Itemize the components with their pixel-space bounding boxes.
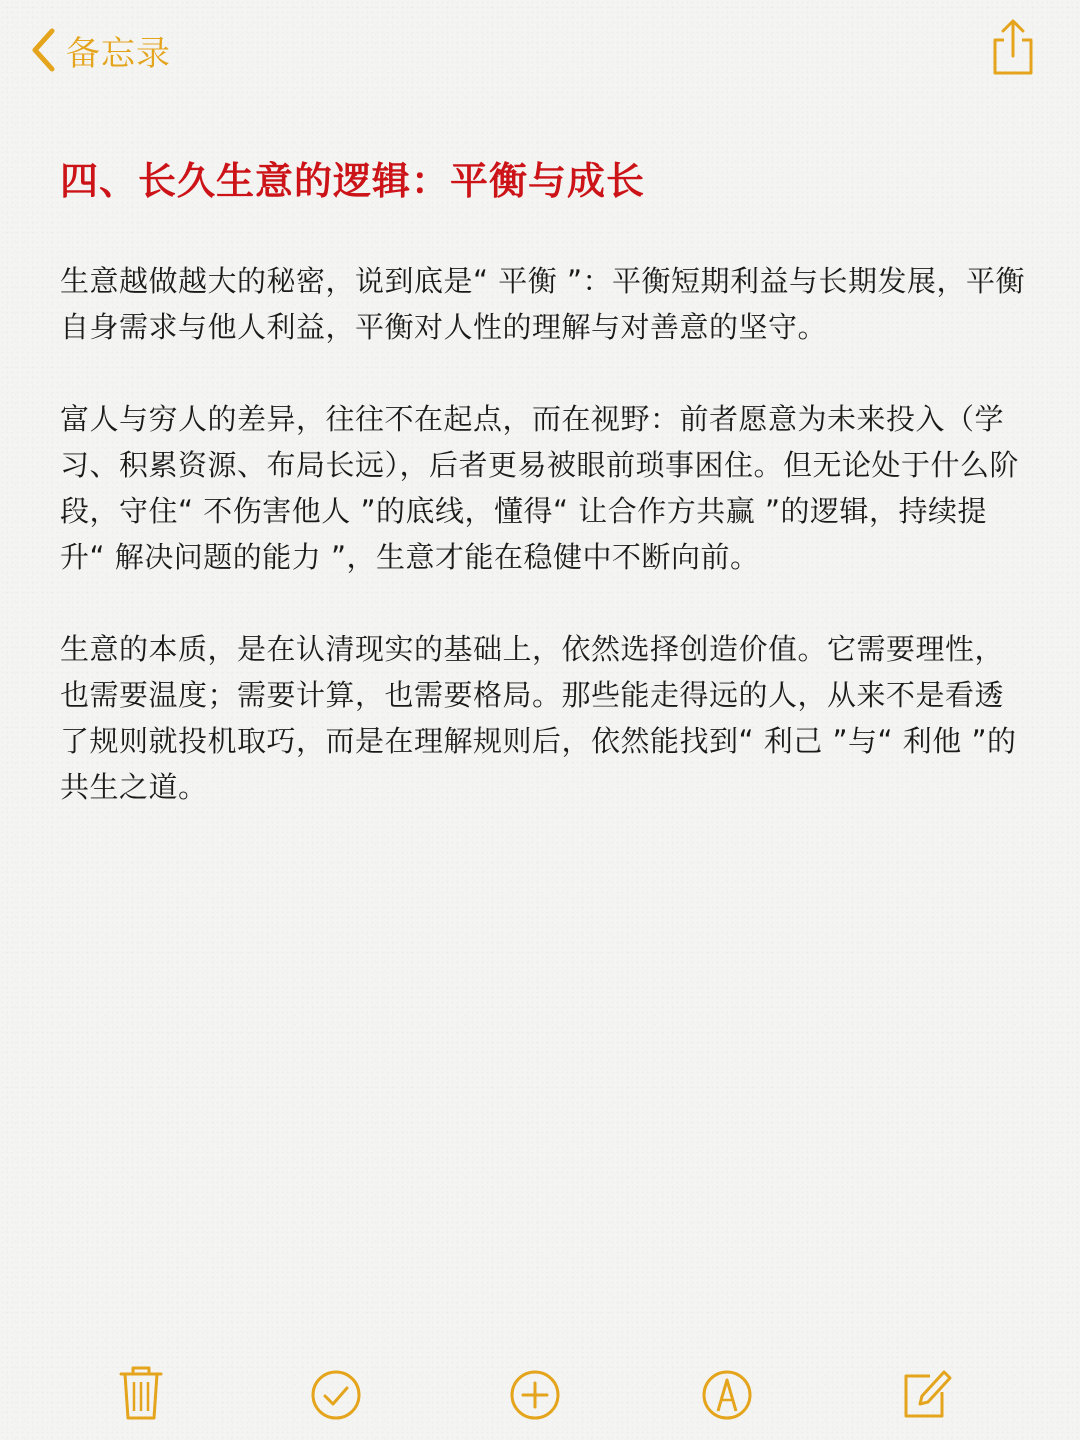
note-title: 四、长久生意的逻辑：平衡与成长	[60, 159, 646, 203]
compose-button[interactable]	[896, 1360, 956, 1424]
bottom-toolbar	[0, 1360, 1080, 1430]
add-button[interactable]	[505, 1360, 565, 1424]
note-body[interactable]	[60, 150, 1030, 856]
checklist-button[interactable]	[306, 1360, 366, 1424]
back-label: 备忘录	[66, 33, 171, 74]
chevron-left-icon	[30, 28, 56, 72]
markup-icon	[697, 1360, 757, 1424]
markup-button[interactable]	[697, 1360, 757, 1424]
note-paragraph-2: 富人与穷人的差异，往往不在起点，而在视野：前者愿意为未来投入（学习、积累资源、布局长远），后者更易被眼前琐事困住。但无论处于什么阶段，守住“ 不伤害他人 ”的底线，懂得“ 让合作方共赢 ”的逻辑，持续提升“ 解决问题的能力 ”，生意才能在稳健中不断向前。	[60, 402, 1020, 574]
share-icon	[988, 63, 1038, 82]
nav-bar	[0, 0, 1080, 110]
share-button[interactable]	[988, 18, 1038, 78]
delete-button[interactable]	[111, 1360, 171, 1424]
note-paragraph-3: 生意的本质，是在认清现实的基础上，依然选择创造价值。它需要理性，也需要温度；需要计算，也需要格局。那些能走得远的人，从来不是看透了规则就投机取巧，而是在理解规则后，依然能找到“ 利己 ”与“ 利他 ”的共生之道。	[60, 632, 1017, 804]
trash-icon	[111, 1360, 171, 1424]
add-icon	[505, 1360, 565, 1424]
checklist-icon	[306, 1360, 366, 1424]
back-button[interactable]	[30, 24, 171, 76]
compose-icon	[896, 1360, 956, 1424]
note-paragraph-1: 生意越做越大的秘密，说到底是“ 平衡 ”：平衡短期利益与长期发展，平衡自身需求与他人利益，平衡对人性的理解与对善意的坚守。	[60, 264, 1025, 344]
